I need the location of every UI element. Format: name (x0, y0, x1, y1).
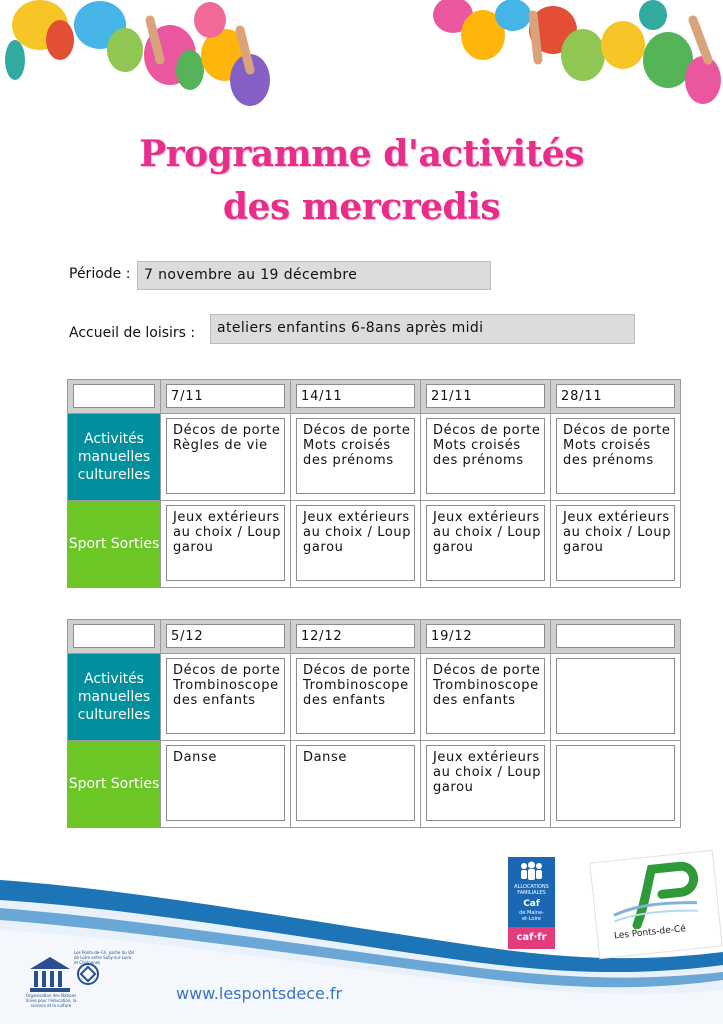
activity-cell[interactable] (296, 745, 415, 821)
table-row-sport (68, 741, 681, 828)
cell-line: au choix / Loup (303, 525, 412, 540)
world-heritage-icon (76, 962, 100, 986)
category-sport: Sport Sorties (68, 741, 161, 828)
table-row-activites (68, 414, 681, 501)
periode-field[interactable]: 7 novembre au 19 décembre (137, 261, 491, 290)
cell-line: des prénoms (433, 453, 524, 468)
activity-cell[interactable] (426, 505, 545, 581)
cell-line: garou (303, 540, 344, 555)
cell-line: Décos de porte (433, 423, 541, 438)
schedule-table-november (67, 379, 681, 588)
cell-line: garou (433, 780, 474, 795)
cell-line: garou (563, 540, 604, 555)
date-cell[interactable]: 12/12 (296, 624, 415, 648)
caf-text-line: et-Loire (521, 916, 541, 922)
caf-text-line: ALLOCATIONS (514, 884, 549, 890)
header-blank-box (73, 624, 155, 648)
painted-hands-right-image (423, 0, 723, 125)
cell-line: Jeux extérieurs (563, 510, 670, 525)
cell-line: Mots croisés (433, 438, 521, 453)
caf-web-text: caf·fr (516, 932, 547, 943)
date-cell[interactable]: 28/11 (556, 384, 675, 408)
activity-cell-empty[interactable] (556, 658, 675, 734)
cell-line: Jeux extérieurs (433, 510, 540, 525)
date-cell[interactable]: 5/12 (166, 624, 285, 648)
cell-line: au choix / Loup (433, 765, 542, 780)
cell-line: Mots croisés (303, 438, 391, 453)
cell-line: des prénoms (563, 453, 654, 468)
cell-line: Décos de porte (173, 663, 281, 678)
activity-cell[interactable] (556, 418, 675, 494)
cell-line: Décos de porte (433, 663, 541, 678)
title-line-2: des mercredis (222, 186, 501, 228)
cell-line: garou (433, 540, 474, 555)
ponts-de-ce-label: Les Ponts-de-Cé (613, 924, 687, 942)
cell-line: au choix / Loup (433, 525, 542, 540)
cell-line: Décos de porte (303, 663, 411, 678)
cell-line: des enfants (173, 693, 256, 708)
header-blank-box (73, 384, 155, 408)
caf-text-line: Caf (523, 899, 540, 909)
schedule-table-december (67, 619, 681, 828)
activity-cell[interactable] (166, 418, 285, 494)
caf-text-line: de Maine- (519, 910, 544, 916)
heritage-caption: Les Ponts-de-Cé, partie du Val de Loire entre Sully-sur-Loire et Chalonnes (74, 950, 134, 965)
cell-line: Mots croisés (563, 438, 651, 453)
table-row-sport (68, 501, 681, 588)
category-activites: Activités manuelles culturelles (68, 414, 161, 501)
cell-line: Décos de porte (563, 423, 671, 438)
date-cell[interactable]: 7/11 (166, 384, 285, 408)
cell-line: des enfants (303, 693, 386, 708)
cell-line: Danse (173, 750, 217, 765)
table-row-activites (68, 654, 681, 741)
painted-hands-left-image (0, 0, 300, 125)
cell-line: garou (173, 540, 214, 555)
cell-line: des enfants (433, 693, 516, 708)
website-link[interactable]: www.lespontsdece.fr (176, 984, 343, 1003)
activity-cell[interactable] (296, 418, 415, 494)
date-cell[interactable] (556, 624, 675, 648)
caf-text-line: FAMILIALES (517, 890, 546, 896)
ponts-de-ce-p-icon (601, 858, 707, 932)
cell-line: Trombinoscope (173, 678, 279, 693)
cell-line: Jeux extérieurs (433, 750, 540, 765)
activity-cell[interactable] (166, 505, 285, 581)
caf-logo (508, 857, 555, 957)
unesco-temple-icon (28, 955, 72, 995)
date-cell[interactable]: 19/12 (426, 624, 545, 648)
cell-line: Jeux extérieurs (173, 510, 280, 525)
activity-cell[interactable] (426, 418, 545, 494)
cell-line: au choix / Loup (173, 525, 282, 540)
unesco-caption: Organisation des Nations Unies pour l'éducation, la science et la culture (25, 993, 77, 1008)
activity-cell[interactable] (296, 505, 415, 581)
cell-line: Trombinoscope (303, 678, 409, 693)
category-activites: Activités manuelles culturelles (68, 654, 161, 741)
accueil-field[interactable]: ateliers enfantins 6-8ans après midi (210, 314, 635, 344)
cell-line: au choix / Loup (563, 525, 672, 540)
title-line-1: Programme d'activités (139, 133, 584, 175)
activity-cell[interactable] (426, 745, 545, 821)
activity-cell[interactable] (296, 658, 415, 734)
cell-line: Jeux extérieurs (303, 510, 410, 525)
date-cell[interactable]: 14/11 (296, 384, 415, 408)
cell-line: des prénoms (303, 453, 394, 468)
activity-cell[interactable] (166, 658, 285, 734)
periode-label: Période : (69, 266, 131, 282)
caf-people-icon (519, 861, 544, 881)
activity-cell[interactable] (166, 745, 285, 821)
cell-line: Décos de porte (303, 423, 411, 438)
activity-cell-empty[interactable] (556, 745, 675, 821)
cell-line: Trombinoscope (433, 678, 539, 693)
table-header-row (68, 380, 681, 414)
cell-line: Décos de porte (173, 423, 281, 438)
cell-line: Règles de vie (173, 438, 268, 453)
category-sport: Sport Sorties (68, 501, 161, 588)
date-cell[interactable]: 21/11 (426, 384, 545, 408)
ponts-de-ce-logo (590, 851, 721, 958)
activity-cell[interactable] (556, 505, 675, 581)
table-header-row (68, 620, 681, 654)
cell-line: Danse (303, 750, 347, 765)
accueil-label: Accueil de loisirs : (69, 325, 196, 341)
activity-cell[interactable] (426, 658, 545, 734)
